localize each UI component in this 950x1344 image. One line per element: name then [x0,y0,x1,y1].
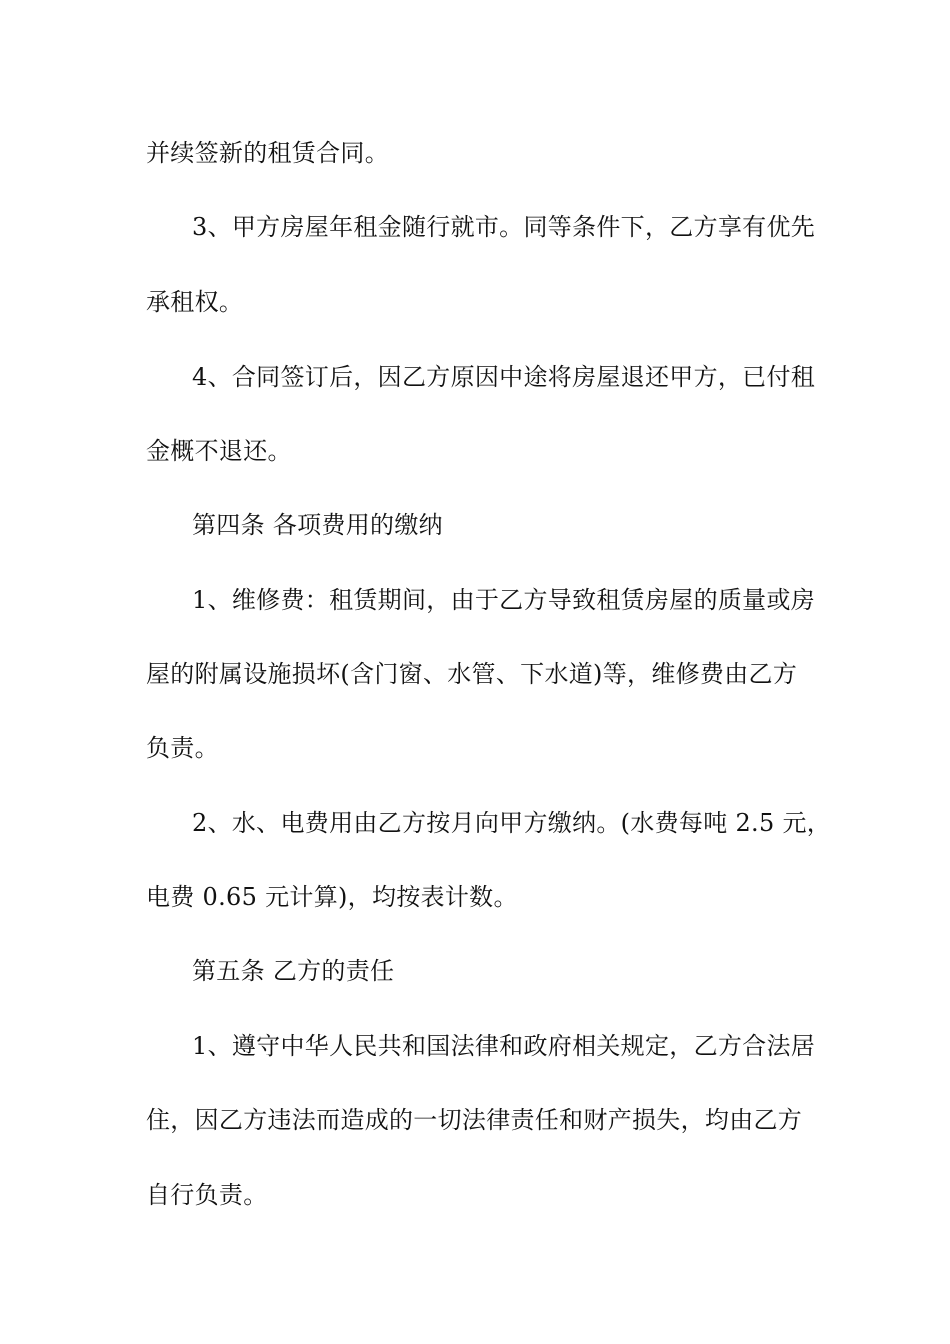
clause-3-line-2: 承租权。 [146,288,244,316]
duty-item-1-line-3: 自行负责。 [146,1181,268,1209]
fee-item-2-line-2: 电费 0.65 元计算)，均按表计数。 [146,883,518,911]
fee-item-2-line-1: 2、水、电费用由乙方按月向甲方缴纳。(水费每吨 2.5 元， [192,809,832,837]
clause-3-line-1: 3、甲方房屋年租金随行就市。同等条件下，乙方享有优先 [192,213,816,241]
fee-item-1-line-1: 1、维修费：租赁期间，由于乙方导致租赁房屋的质量或房 [192,586,816,614]
article-5-heading: 第五条 乙方的责任 [192,957,395,985]
article-4-heading: 第四条 各项费用的缴纳 [192,511,443,539]
clause-4-line-1: 4、合同签订后，因乙方原因中途将房屋退还甲方，已付租 [192,363,816,391]
duty-item-1-line-2: 住，因乙方违法而造成的一切法律责任和财产损失，均由乙方 [146,1106,803,1134]
fee-item-1-line-3: 负责。 [146,734,219,762]
clause-4-line-2: 金概不退还。 [146,437,292,465]
duty-item-1-line-1: 1、遵守中华人民共和国法律和政府相关规定，乙方合法居 [192,1032,816,1060]
fee-item-1-line-2: 屋的附属设施损坏(含门窗、水管、下水道)等，维修费由乙方 [146,660,798,688]
paragraph-continuation-line: 并续签新的租赁合同。 [146,139,389,167]
